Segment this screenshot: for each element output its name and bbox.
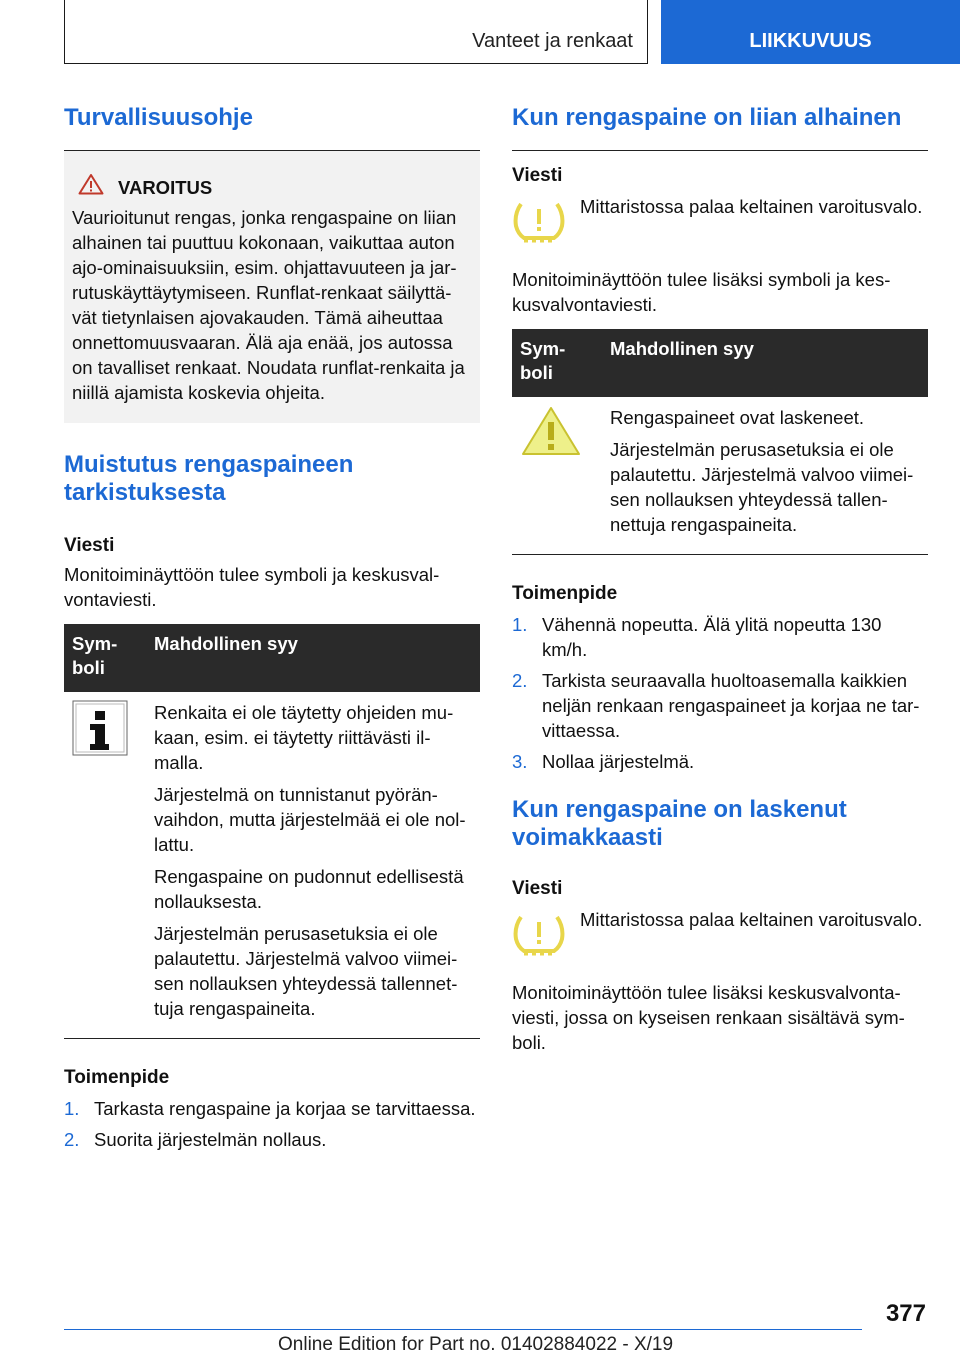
list-item (512, 749, 928, 774)
step-number: 1. (512, 614, 528, 635)
cause-table (512, 329, 928, 555)
footer-edition-text: Online Edition for Part no. 01402884022 - X/19 (278, 1334, 674, 1355)
cause-cell (602, 397, 928, 555)
message-label: Viesti (512, 165, 563, 186)
left-column (64, 100, 480, 1158)
table-row (64, 692, 480, 1039)
cause-line: Järjestelmän perusasetuksia ei ole palautettu. Järjestelmä valvoo viimei-sen nollauksen yhteydessä tallen-nettuja rengaspaineita. (610, 439, 914, 535)
cause-line: Rengaspaineet ovat laskeneet. (610, 407, 865, 428)
tire-pressure-warning-icon (512, 200, 566, 249)
list-item (64, 1096, 480, 1121)
tire-pressure-warning-icon (512, 913, 566, 962)
warning-text: Vaurioitunut rengas, jonka rengaspaine on liian alhainen tai puuttuu kokonaan, vaikuttaa auton ajo-ominaisuuksiin, esim. ohjattavuuteen ja jar-rutuskäyttäytymiseen. Runflat-renkaat säilyttä-vät tietynlaisen ajovakauden. Tämä aiheuttaa onnettomuusvaaran. Älä aja enää, jos autossa on tavalliset renkaat. Noudata runflat-renkaita ja niillä ajamista koskevia ohjeita. (72, 207, 465, 403)
cause-line: Renkaita ei ole täytetty ohjeiden mu-kaan, esim. ei täytetty riittävästi il-malla. (154, 702, 454, 773)
step-text: Nollaa järjestelmä. (542, 751, 695, 772)
message-label: Viesti (512, 878, 563, 899)
section-title: Vanteet ja renkaat (472, 30, 633, 52)
cause-line: Järjestelmän perusasetuksia ei ole palautettu. Järjestelmä valvoo viimei-sen nollauksen yhteydessä tallennet-tuja rengaspaineita. (154, 923, 458, 1019)
warning-title (78, 173, 472, 201)
action-label: Toimenpide (64, 1067, 170, 1088)
step-number: 2. (64, 1129, 80, 1150)
cause-line: Järjestelmä on tunnistanut pyörän-vaihdon, mutta järjestelmää ei ole nol-lattu. (154, 784, 466, 855)
cause-line: Rengaspaine on pudonnut edellisestä nollauksesta. (154, 866, 464, 912)
footer-divider (64, 1329, 862, 1330)
indicator-text: Mittaristossa palaa keltainen varoitusvalo. (580, 196, 923, 217)
step-number: 3. (512, 751, 528, 772)
message-text: Monitoiminäyttöön tulee symboli ja keskusval-vontaviesti. (64, 564, 440, 610)
step-text: Suorita järjestelmän nollaus. (94, 1129, 327, 1150)
message-label: Viesti (64, 535, 115, 556)
reminder-heading: Muistutus rengaspaineen tarkistuksesta (64, 451, 354, 506)
step-text: Tarkista seuraavalla huoltoasemalla kaikkien neljän renkaan rengaspaineet ja korjaa ne tar-vittaessa. (542, 670, 920, 741)
cause-cell (146, 692, 480, 1039)
action-steps (64, 1096, 480, 1152)
warning-triangle-icon (520, 440, 582, 461)
extra-text: Monitoiminäyttöön tulee lisäksi symboli ja kes-kusvalvontaviesti. (512, 269, 891, 315)
safety-heading: Turvallisuusohje (64, 104, 253, 131)
low-pressure-heading: Kun rengaspaine on liian alhainen (512, 104, 902, 131)
list-item (512, 612, 928, 662)
table-row (512, 397, 928, 555)
step-text: Tarkasta rengaspaine ja korjaa se tarvittaessa. (94, 1098, 476, 1119)
right-column (512, 100, 928, 1055)
step-number: 1. (64, 1098, 80, 1119)
page-number: 377 (885, 1300, 926, 1327)
table-header-symbol: Sym-boli (64, 624, 146, 692)
extra-text: Monitoiminäyttöön tulee lisäksi keskusvalvonta-viesti, jossa on kyseisen renkaan sisältävä sym-boli. (512, 982, 905, 1053)
indicator-text: Mittaristossa palaa keltainen varoitusvalo. (580, 909, 923, 930)
step-number: 2. (512, 670, 528, 691)
divider (512, 150, 928, 151)
table-header-symbol: Sym-boli (512, 329, 602, 397)
table-header-cause: Mahdollinen syy (146, 624, 480, 692)
warning-box (64, 151, 480, 423)
warning-triangle-icon (78, 173, 104, 201)
indicator-line (512, 907, 928, 962)
list-item (64, 1127, 480, 1152)
step-text: Vähennä nopeutta. Älä ylitä nopeutta 130 km/h. (542, 614, 882, 660)
indicator-line (512, 194, 928, 249)
list-item (512, 668, 928, 743)
symbol-cell (512, 397, 602, 555)
action-label: Toimenpide (512, 583, 618, 604)
chapter-tab[interactable]: LIIKKUVUUS (661, 0, 960, 64)
info-icon (72, 739, 128, 760)
cause-table (64, 624, 480, 1039)
symbol-cell (64, 692, 146, 1039)
warning-title-text: VAROITUS (118, 176, 213, 198)
action-steps (512, 612, 928, 774)
table-header-cause: Mahdollinen syy (602, 329, 928, 397)
header-section-box (64, 0, 648, 64)
dropped-pressure-heading: Kun rengaspaine on laskenut voimakkaasti (512, 796, 847, 851)
